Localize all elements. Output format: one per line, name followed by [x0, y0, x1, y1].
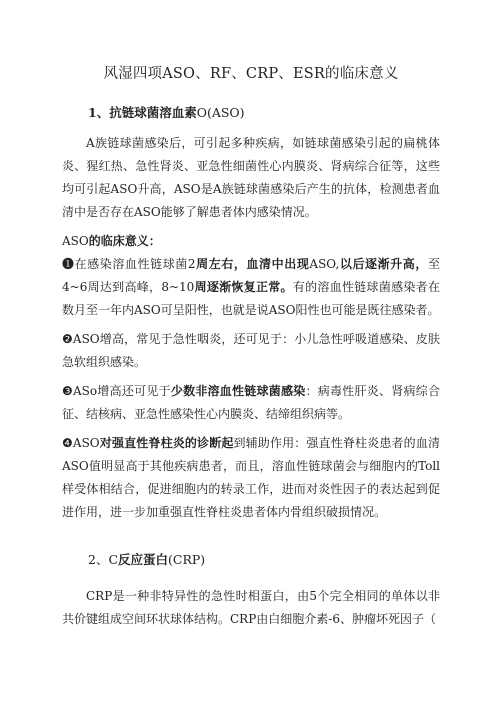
document-title: 风湿四项ASO、RF、CRP、ESR的临床意义 [103, 66, 399, 82]
aso-bullet-4-part-3: 到辅助作用：强直性脊柱炎患者的血清ASO值明显高于其他疾病患者，而且，溶血性链球菌会与细胞内的Toll样受体相结合，促进细胞内的转录工作，进而对炎性因子的表达起到促进作用，进一步加重强直性脊柱炎患者体内骨组织破损情况。 [62, 436, 440, 519]
aso-bullet-3-part-2: 少数非溶血性链球菌感染 [170, 384, 306, 398]
section-heading-crp-bold: 反应蛋白 [118, 552, 169, 567]
section-heading-crp [88, 550, 440, 568]
aso-bullet-1-part-6: 周逐渐恢复正常。 [194, 280, 293, 294]
section-heading-aso [88, 103, 440, 121]
aso-bullet-2: ❷ASO增高，常见于急性咽炎，还可见于：小儿急性呼吸道感染、皮肤急软组织感染。 [62, 332, 440, 369]
aso-bullet-4-part-2: 对强直性脊柱炎的诊断起 [99, 436, 234, 450]
aso-clinical-label-prefix: ASO [62, 234, 89, 248]
section-heading-aso-bold: 1、抗链球菌溶血素 [88, 105, 197, 120]
aso-bullet-1-part-4: 以后逐渐升高， [339, 257, 428, 271]
aso-bullet-3-part-3: ：病毒性肝炎、肾病综合征、结核病、亚急性感染性心内膜炎、结缔组织病等。 [62, 384, 440, 421]
aso-bullet-4-part-1: ❹ASO [62, 436, 100, 450]
aso-bullet-1-part-1: ❶在感染溶血性链球菌2 [62, 257, 196, 271]
section-heading-crp-suffix: (CRP) [168, 552, 206, 567]
aso-bullet-4 [62, 432, 440, 524]
aso-bullet-1-part-7: 有的溶血性链球菌感染者在数月至一年内ASO可呈阳性，也就是说ASO阳性也可能是既往感染者。 [62, 280, 440, 317]
aso-clinical-label-bold: 的临床意义： [88, 234, 161, 248]
aso-intro-paragraph: A族链球菌感染后，可引起多种疾病，如链球菌感染引起的扁桃体炎、猩红热、急性肾炎、亚急性细菌性心内膜炎、肾病综合征等，这些均可引起ASO升高，ASO是A族链球菌感染后产生的抗体，检测患者血清中是否存在ASO能够了解患者体内感染情况。 [62, 136, 440, 219]
aso-bullet-3 [62, 380, 440, 426]
aso-bullet-3-part-1: ❸ASo增高还可见于 [62, 384, 171, 398]
aso-bullet-1-part-5: 至4~6周达到高峰，8~10 [62, 257, 440, 294]
aso-bullet-1-part-2: 周左右，血清中出现 [195, 257, 310, 271]
section-heading-crp-prefix: 2、C [88, 552, 119, 567]
crp-intro-paragraph: CRP是一种非特异性的急性时相蛋白，由5个完全相同的单体以非共价键组成空间环状球体结构。CRP由白细胞介素-6、肿瘤坏死因子（ [62, 589, 440, 626]
aso-bullet-1 [62, 253, 440, 322]
section-heading-aso-rest: O(ASO) [196, 105, 245, 120]
aso-bullet-1-part-3: ASO, [309, 257, 340, 271]
aso-clinical-label [62, 230, 440, 253]
